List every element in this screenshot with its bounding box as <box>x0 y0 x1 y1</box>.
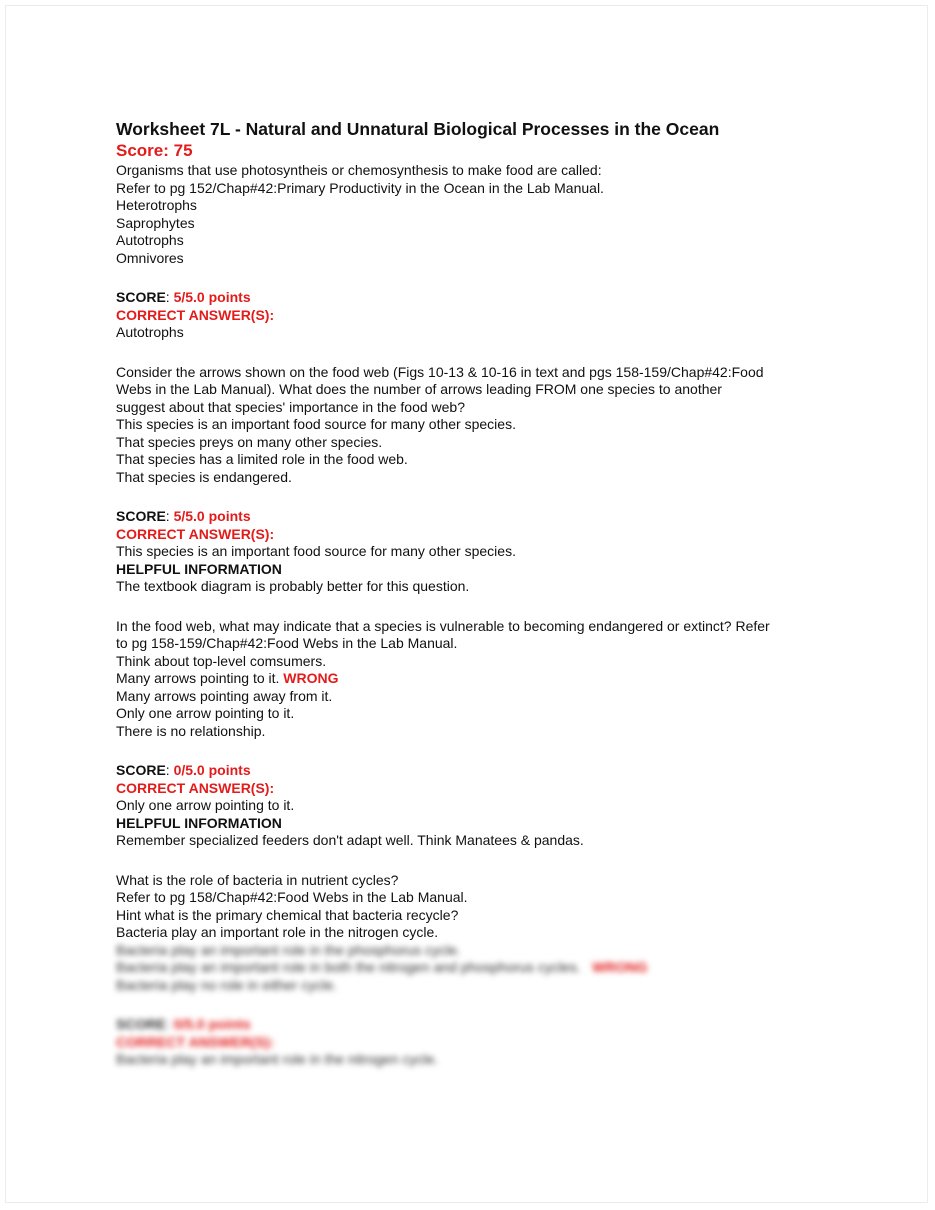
score-points: 5/5.0 points <box>173 289 251 305</box>
question-1-option: Omnivores <box>116 249 184 266</box>
score-label: SCORE <box>116 1016 166 1032</box>
question-2-text: Consider the arrows shown on the food web (Figs 10-13 & 10-16 in text and pgs 158-159/Chap#42:Food <box>116 363 764 380</box>
question-3-score: SCORE: 0/5.0 points <box>116 762 251 778</box>
question-4-option: Bacteria play an important role in the phosphorus cycle. <box>116 941 461 958</box>
question-4-option: Bacteria play an important role in the nitrogen cycle. <box>116 924 439 940</box>
overall-score: Score: 75 <box>116 141 193 160</box>
question-2-option: That species is endangered. <box>116 468 292 485</box>
question-2-option: That species has a limited role in the food web. <box>116 451 408 467</box>
wrong-marker: WRONG <box>283 670 339 686</box>
correct-answer-label: CORRECT ANSWER(S): <box>116 1033 275 1050</box>
score-label: SCORE <box>116 762 166 778</box>
helpful-info-label: HELPFUL INFORMATION <box>116 560 282 577</box>
question-4-reference: Refer to pg 158/Chap#42:Food Webs in the Lab Manual. <box>116 889 468 905</box>
question-3-text: to pg 158-159/Chap#42:Food Webs in the Lab Manual. <box>116 635 458 651</box>
question-1 <box>116 162 846 342</box>
question-2-text: suggest about that species' importance in the food web? <box>116 398 466 415</box>
question-2 <box>116 364 846 596</box>
question-4-score: SCORE: 0/5.0 points <box>116 1016 251 1032</box>
correct-answer-label: CORRECT ANSWER(S): <box>116 306 275 323</box>
correct-answer-label: CORRECT ANSWER(S): <box>116 779 275 796</box>
question-4-option: Bacteria play no role in either cycle. <box>116 976 337 993</box>
option-text: Bacteria play an important role in both the nitrogen and phosphorus cycles. <box>116 959 581 975</box>
question-3-helpful: Remember specialized feeders don't adapt well. Think Manatees & pandas. <box>116 832 584 848</box>
worksheet-title: Worksheet 7L - Natural and Unnatural Biological Processes in the Ocean <box>116 119 720 139</box>
question-3-option-selected <box>116 670 846 688</box>
option-text: Many arrows pointing to it. <box>116 670 280 686</box>
question-3 <box>116 618 846 850</box>
helpful-info-label: HELPFUL INFORMATION <box>116 814 282 831</box>
score-points: 5/5.0 points <box>173 508 251 524</box>
question-3-option: There is no relationship. <box>116 722 266 739</box>
question-3-answer: Only one arrow pointing to it. <box>116 797 295 813</box>
correct-answer-label: CORRECT ANSWER(S): <box>116 525 275 542</box>
question-4-answer: Bacteria play an important role in the nitrogen cycle. <box>116 1051 439 1067</box>
wrong-marker: WRONG <box>592 959 648 975</box>
question-2-option: That species preys on many other species. <box>116 433 383 450</box>
question-3-text: In the food web, what may indicate that a species is vulnerable to becoming endangered or extinct? Refer <box>116 617 770 634</box>
question-1-option: Autotrophs <box>116 232 184 248</box>
question-4-option-selected <box>116 959 846 977</box>
question-2-helpful: The textbook diagram is probably better for this question. <box>116 578 470 594</box>
question-2-answer: This species is an important food source for many other species. <box>116 543 516 559</box>
question-3-option: Many arrows pointing away from it. <box>116 687 333 704</box>
question-2-text: Webs in the Lab Manual). What does the number of arrows leading FROM one species to another <box>116 381 722 397</box>
question-3-option: Only one arrow pointing to it. <box>116 705 295 721</box>
question-2-option: This species is an important food source for many other species. <box>116 416 516 432</box>
question-1-option: Saprophytes <box>116 214 195 231</box>
score-points: 0/5.0 points <box>173 762 251 778</box>
question-2-score: SCORE: 5/5.0 points <box>116 508 251 524</box>
worksheet-content <box>116 118 846 1069</box>
page <box>5 5 928 1203</box>
question-1-reference: Refer to pg 152/Chap#42:Primary Productivity in the Ocean in the Lab Manual. <box>116 179 604 196</box>
blurred-preview-region <box>116 942 846 1069</box>
question-1-option: Heterotrophs <box>116 197 197 213</box>
question-3-hint: Think about top-level comsumers. <box>116 652 327 669</box>
question-1-answer: Autotrophs <box>116 324 184 340</box>
question-1-text: Organisms that use photosyntheis or chemosynthesis to make food are called: <box>116 162 602 178</box>
score-label: SCORE <box>116 289 166 305</box>
question-4-text: What is the role of bacteria in nutrient cycles? <box>116 871 399 888</box>
question-4-hint: Hint what is the primary chemical that bacteria recycle? <box>116 906 459 923</box>
question-4 <box>116 872 846 1069</box>
score-points: 0/5.0 points <box>173 1016 251 1032</box>
question-1-score: SCORE: 5/5.0 points <box>116 289 251 305</box>
score-label: SCORE <box>116 508 166 524</box>
